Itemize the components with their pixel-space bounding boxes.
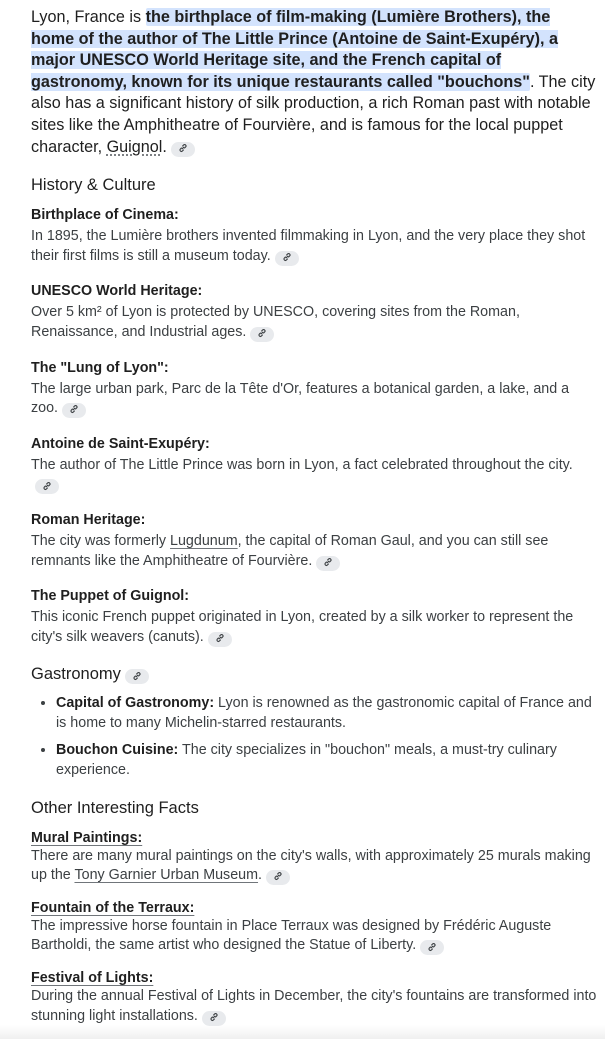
item-body-text: . [258,867,263,884]
item-body-text: During the annual Festival of Lights in December, the city's fountains are transformed into stunning light installations. [31,988,597,1024]
item-title: Roman Heritage: [31,511,146,528]
item-body [31,987,597,1026]
source-link-button[interactable] [35,479,59,494]
item-title: The "Lung of Lyon": [31,359,169,376]
source-link-button[interactable] [202,1011,226,1026]
lugdunum-link[interactable]: Lugdunum [170,532,238,549]
source-link-button[interactable] [266,870,290,885]
item-body [31,917,597,956]
other-facts-heading: Other Interesting Facts [31,798,199,817]
item-body [31,456,597,495]
source-link-button[interactable] [171,142,195,157]
link-icon [42,481,52,491]
item-body-text: In 1895, the Lumière brothers invented filmmaking in Lyon, and the very place they shot their first films is still a museum today. [31,228,586,264]
bullet-bold: Capital of Gastronomy: [56,695,215,712]
intro-highlight: the birthplace of film-making (Lumière Brothers), the home of the author of The Little Prince (Antoine de Saint-Exupéry), a major UNESCO World Heritage site, and the French capital of gastronomy, known for its unique restaurants called "bouchons" [31,8,559,91]
link-icon [282,252,292,262]
fact-item [31,830,597,886]
source-link-button[interactable] [125,669,149,684]
link-icon [178,143,188,153]
intro-end: . [162,137,167,156]
history-item [31,588,597,647]
bullet-text: The city specializes in "bouchon" meals, a must-try culinary experience. [56,742,557,779]
bottom-fade [0,1025,605,1039]
item-body [31,532,597,571]
item-body-text: This iconic French puppet originated in Lyon, created by a silk worker to represent the city's silk weavers (canuts). [31,609,574,645]
history-item [31,436,597,495]
source-link-button[interactable] [208,632,232,647]
item-body-text: , the capital of Roman Gaul, and you can still see remnants like the Amphitheatre of Fourvière. [31,532,549,569]
source-link-button[interactable] [250,327,274,342]
history-item [31,207,597,266]
answer-content [31,7,597,1026]
history-culture-heading: History & Culture [31,176,156,195]
source-link-button[interactable] [316,556,340,571]
gastronomy-heading-text: Gastronomy [31,665,121,684]
link-icon [257,328,267,338]
item-body [31,608,597,647]
item-body-text: The author of The Little Prince was born in Lyon, a fact celebrated throughout the city. [31,456,573,473]
source-link-button[interactable] [420,940,444,955]
guignol-term[interactable]: Guignol [106,137,163,156]
fact-title-link[interactable]: Mural Paintings: [31,829,143,846]
history-item [31,283,597,342]
bullet-text: Lyon is renowned as the gastronomic capital of France and is home to many Michelin-starred restaurants. [56,695,592,731]
history-item [31,512,597,571]
fact-item [31,900,597,956]
gastronomy-heading [31,665,597,684]
fact-title-link[interactable]: Fountain of the Terraux: [31,899,195,916]
link-icon [69,404,79,414]
link-icon [209,1012,219,1022]
link-icon [215,633,225,643]
intro-prefix: Lyon, France is [31,8,146,26]
item-body-text: The city was formerly [31,532,171,549]
item-body [31,227,597,266]
list-item [56,741,597,780]
fact-item [31,970,597,1026]
intro-rest: . The city also has a significant history of silk production, a rich Roman past with notable sites like the Amphitheatre of Fourvière, and is famous for the local puppet character, [31,72,596,156]
link-icon [132,671,142,681]
item-body [31,847,597,886]
source-link-button[interactable] [275,251,299,266]
link-icon [273,871,283,881]
item-title: The Puppet of Guignol: [31,588,190,605]
bullet-bold: Bouchon Cuisine: [56,742,179,759]
item-body-text: The impressive horse fountain in Place Terraux was designed by Frédéric Auguste Bartholdi, the same artist who designed the Statue of Liberty. [31,917,552,954]
item-body-text: There are many mural paintings on the city's walls, with approximately 25 murals making up the [31,847,591,884]
link-icon [427,942,437,952]
intro-paragraph [31,7,597,158]
item-body [31,380,597,419]
item-body [31,303,597,342]
fact-title-link[interactable]: Festival of Lights: [31,970,154,987]
tony-garnier-link[interactable]: Tony Garnier Urban Museum [74,867,259,884]
gastronomy-list [31,694,597,780]
source-link-button[interactable] [62,403,86,418]
item-title: Birthplace of Cinema: [31,207,179,224]
item-body-text: Over 5 km² of Lyon is protected by UNESCO, covering sites from the Roman, Renaissance, and Industrial ages. [31,304,520,340]
item-title: UNESCO World Heritage: [31,283,203,300]
list-item [56,694,597,733]
item-body-text: The large urban park, Parc de la Tête d'Or, features a botanical garden, a lake, and a zoo. [31,380,570,417]
history-item [31,360,597,419]
item-title: Antoine de Saint-Exupéry: [31,435,210,452]
link-icon [323,557,333,567]
